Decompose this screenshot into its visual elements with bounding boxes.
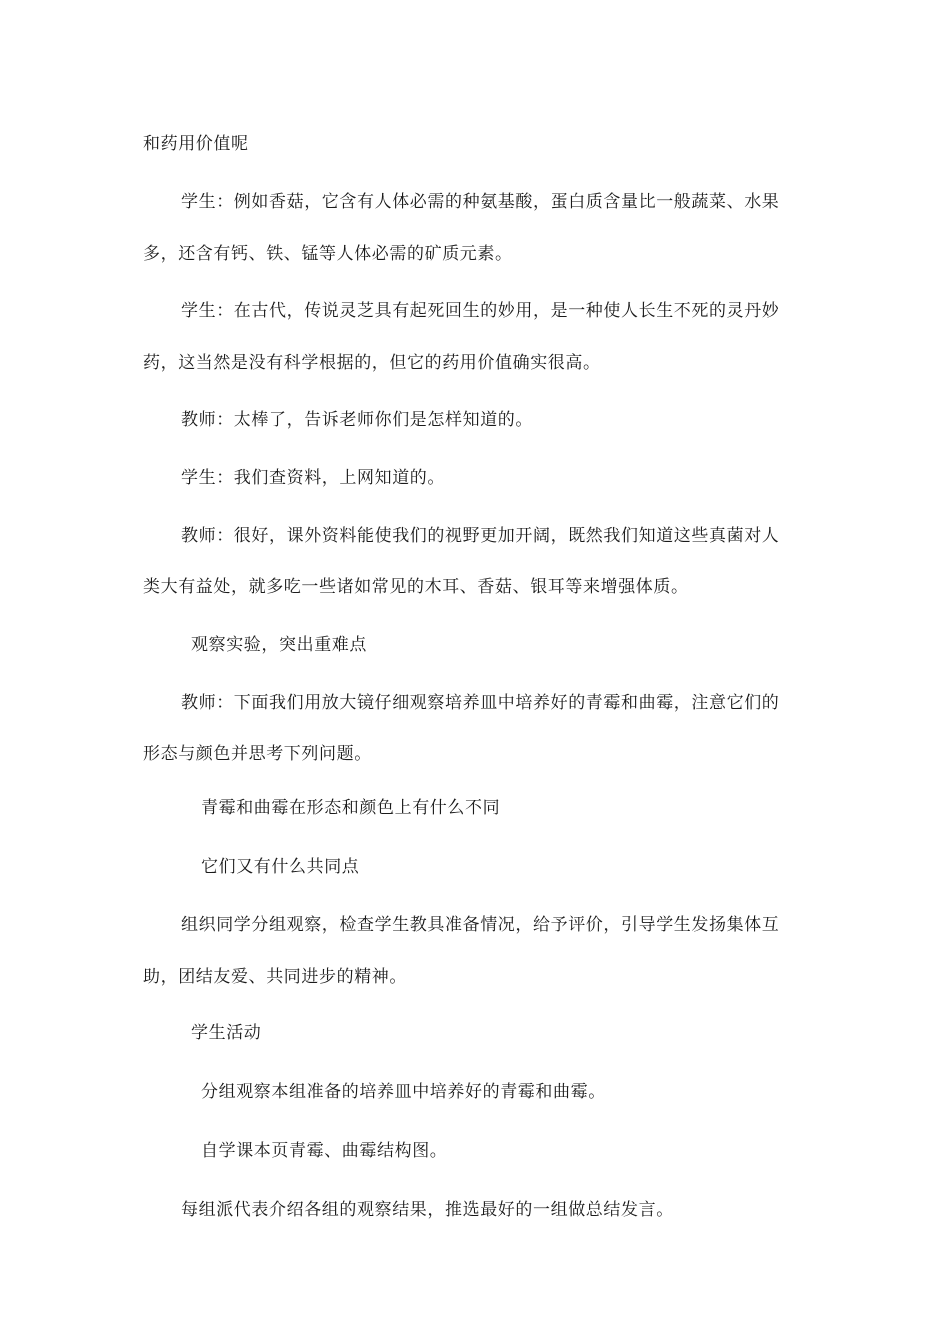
text-line: 教师：下面我们用放大镜仔细观察培养皿中培养好的青霉和曲霉，注意它们的 <box>181 693 780 713</box>
text-line: 每组派代表介绍各组的观察结果，推选最好的一组做总结发言。 <box>181 1200 674 1220</box>
section-heading: 学生活动 <box>191 1023 262 1043</box>
text-line: 多，还含有钙、铁、锰等人体必需的矿质元素。 <box>143 244 513 264</box>
text-line: 教师：很好，课外资料能使我们的视野更加开阔，既然我们知道这些真菌对人 <box>181 526 780 546</box>
activity-item: 分组观察本组准备的培养皿中培养好的青霉和曲霉。 <box>201 1082 606 1102</box>
text-line: 药，这当然是没有科学根据的，但它的药用价值确实很高。 <box>143 353 601 373</box>
section-heading: 观察实验，突出重难点 <box>191 635 367 655</box>
question-item: 青霉和曲霉在形态和颜色上有什么不同 <box>201 798 501 818</box>
text-line: 学生：我们查资料，上网知道的。 <box>181 468 445 488</box>
text-line: 组织同学分组观察，检查学生教具准备情况，给予评价，引导学生发扬集体互 <box>181 915 780 935</box>
text-line: 学生：例如香菇，它含有人体必需的种氨基酸，蛋白质含量比一般蔬菜、水果 <box>181 192 780 212</box>
text-line: 和药用价值呢 <box>143 134 249 154</box>
text-line: 助，团结友爱、共同进步的精神。 <box>143 967 407 987</box>
text-line: 形态与颜色并思考下列问题。 <box>143 744 372 764</box>
activity-item: 自学课本页青霉、曲霉结构图。 <box>201 1141 448 1161</box>
text-line: 类大有益处，就多吃一些诸如常见的木耳、香菇、银耳等来增强体质。 <box>143 577 689 597</box>
text-line: 教师：太棒了，告诉老师你们是怎样知道的。 <box>181 410 533 430</box>
question-item: 它们又有什么共同点 <box>201 857 360 877</box>
text-line: 学生：在古代，传说灵芝具有起死回生的妙用，是一种使人长生不死的灵丹妙 <box>181 301 780 321</box>
